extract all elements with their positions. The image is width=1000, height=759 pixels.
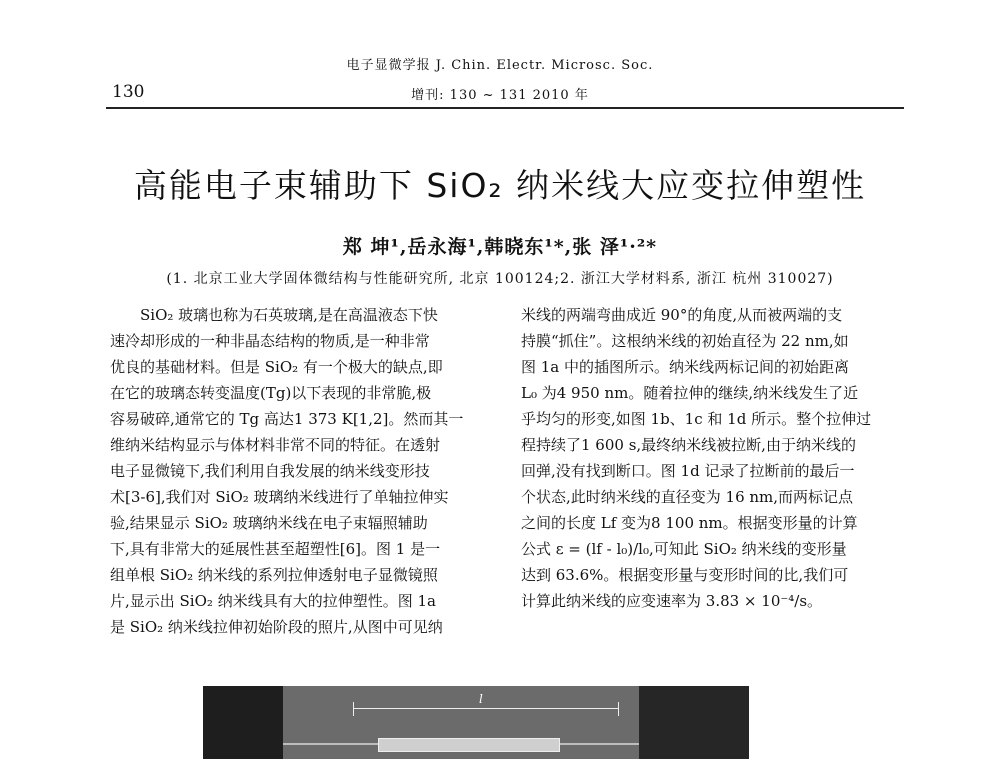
text-line: 米线的两端弯曲成近 90°的角度,从而被两端的支 [521,306,843,324]
text-line: 维纳米结构显示与体材料非常不同的特征。在透射 [110,436,441,454]
text-line: 达到 63.6%。根据变形量与变形时间的比,我们可 [521,566,849,584]
text-line: 程持续了1 600 s,最终纳米线被拉断,由于纳米线的 [521,436,856,454]
text-line: 图 1a 中的插图所示。纳米线两标记间的初始距离 [521,358,850,376]
text-line: SiO₂ 玻璃也称为石英玻璃,是在高温液态下快 [140,306,438,324]
length-label: l [479,692,483,706]
body-column-left [110,302,490,640]
header-rule [106,107,904,109]
text-line: 速冷却形成的一种非晶态结构的物质,是一种非常 [110,332,430,350]
authors: 郑 坤¹,岳永海¹,韩晓东¹*,张 泽¹·²* [342,236,658,258]
text-line: 容易破碎,通常它的 Tg 高达1 373 K[1,2]。然而其一 [110,410,464,428]
tem-figure [203,686,749,759]
length-marker [353,708,618,709]
text-line: 回弹,没有找到断口。图 1d 记录了拉断前的最后一 [521,462,855,480]
text-line: 组单根 SiO₂ 纳米线的系列拉伸透射电子显微镜照 [110,566,438,584]
page-number: 130 [112,82,145,102]
text-line: 乎均匀的形变,如图 1b、1c 和 1d 所示。整个拉伸过 [521,410,872,428]
figure-left-support [203,686,283,759]
affiliation: (1. 北京工业大学固体微结构与性能研究所, 北京 100124;2. 浙江大学材料系, 浙江 杭州 310027) [166,271,834,287]
text-line: 是 SiO₂ 纳米线拉伸初始阶段的照片,从图中可见纳 [110,618,443,636]
text-line: 片,显示出 SiO₂ 纳米线具有大的拉伸塑性。图 1a [110,592,436,610]
text-line: 验,结果显示 SiO₂ 玻璃纳米线在电子束辐照辅助 [110,514,428,532]
text-line: 术[3-6],我们对 SiO₂ 玻璃纳米线进行了单轴拉伸实 [110,488,449,506]
text-line: 个状态,此时纳米线的直径变为 16 nm,而两标记点 [521,488,854,506]
text-line: 电子显微镜下,我们利用自我发展的纳米线变形技 [110,462,430,480]
issue-info: 增刊: 130 ~ 131 2010 年 [411,88,589,103]
inset-box [378,738,560,752]
text-line: 优良的基础材料。但是 SiO₂ 有一个极大的缺点,即 [110,358,443,376]
journal-header: 电子显微学报 J. Chin. Electr. Microsc. Soc. [346,58,654,73]
text-line: 计算此纳米线的应变速率为 3.83 × 10⁻⁴/s。 [521,592,823,610]
text-line: 之间的长度 Lf 变为8 100 nm。根据变形量的计算 [521,514,858,532]
text-line: 下,具有非常大的延展性甚至超塑性[6]。图 1 是一 [110,540,441,558]
body-column-right [521,302,901,614]
text-line: L₀ 为4 950 nm。随着拉伸的继续,纳米线发生了近 [521,384,859,402]
length-marker-right [618,702,619,716]
text-line: 公式 ε = (lf - l₀)/l₀,可知此 SiO₂ 纳米线的变形量 [521,540,847,558]
figure-right-support [639,686,749,759]
paper-title: 高能电子束辅助下 SiO₂ 纳米线大应变拉伸塑性 [133,166,867,205]
text-line: 持膜“抓住”。这根纳米线的初始直径为 22 nm,如 [521,332,849,350]
text-line: 在它的玻璃态转变温度(Tg)以下表现的非常脆,极 [110,384,432,402]
length-marker-left [353,702,354,716]
